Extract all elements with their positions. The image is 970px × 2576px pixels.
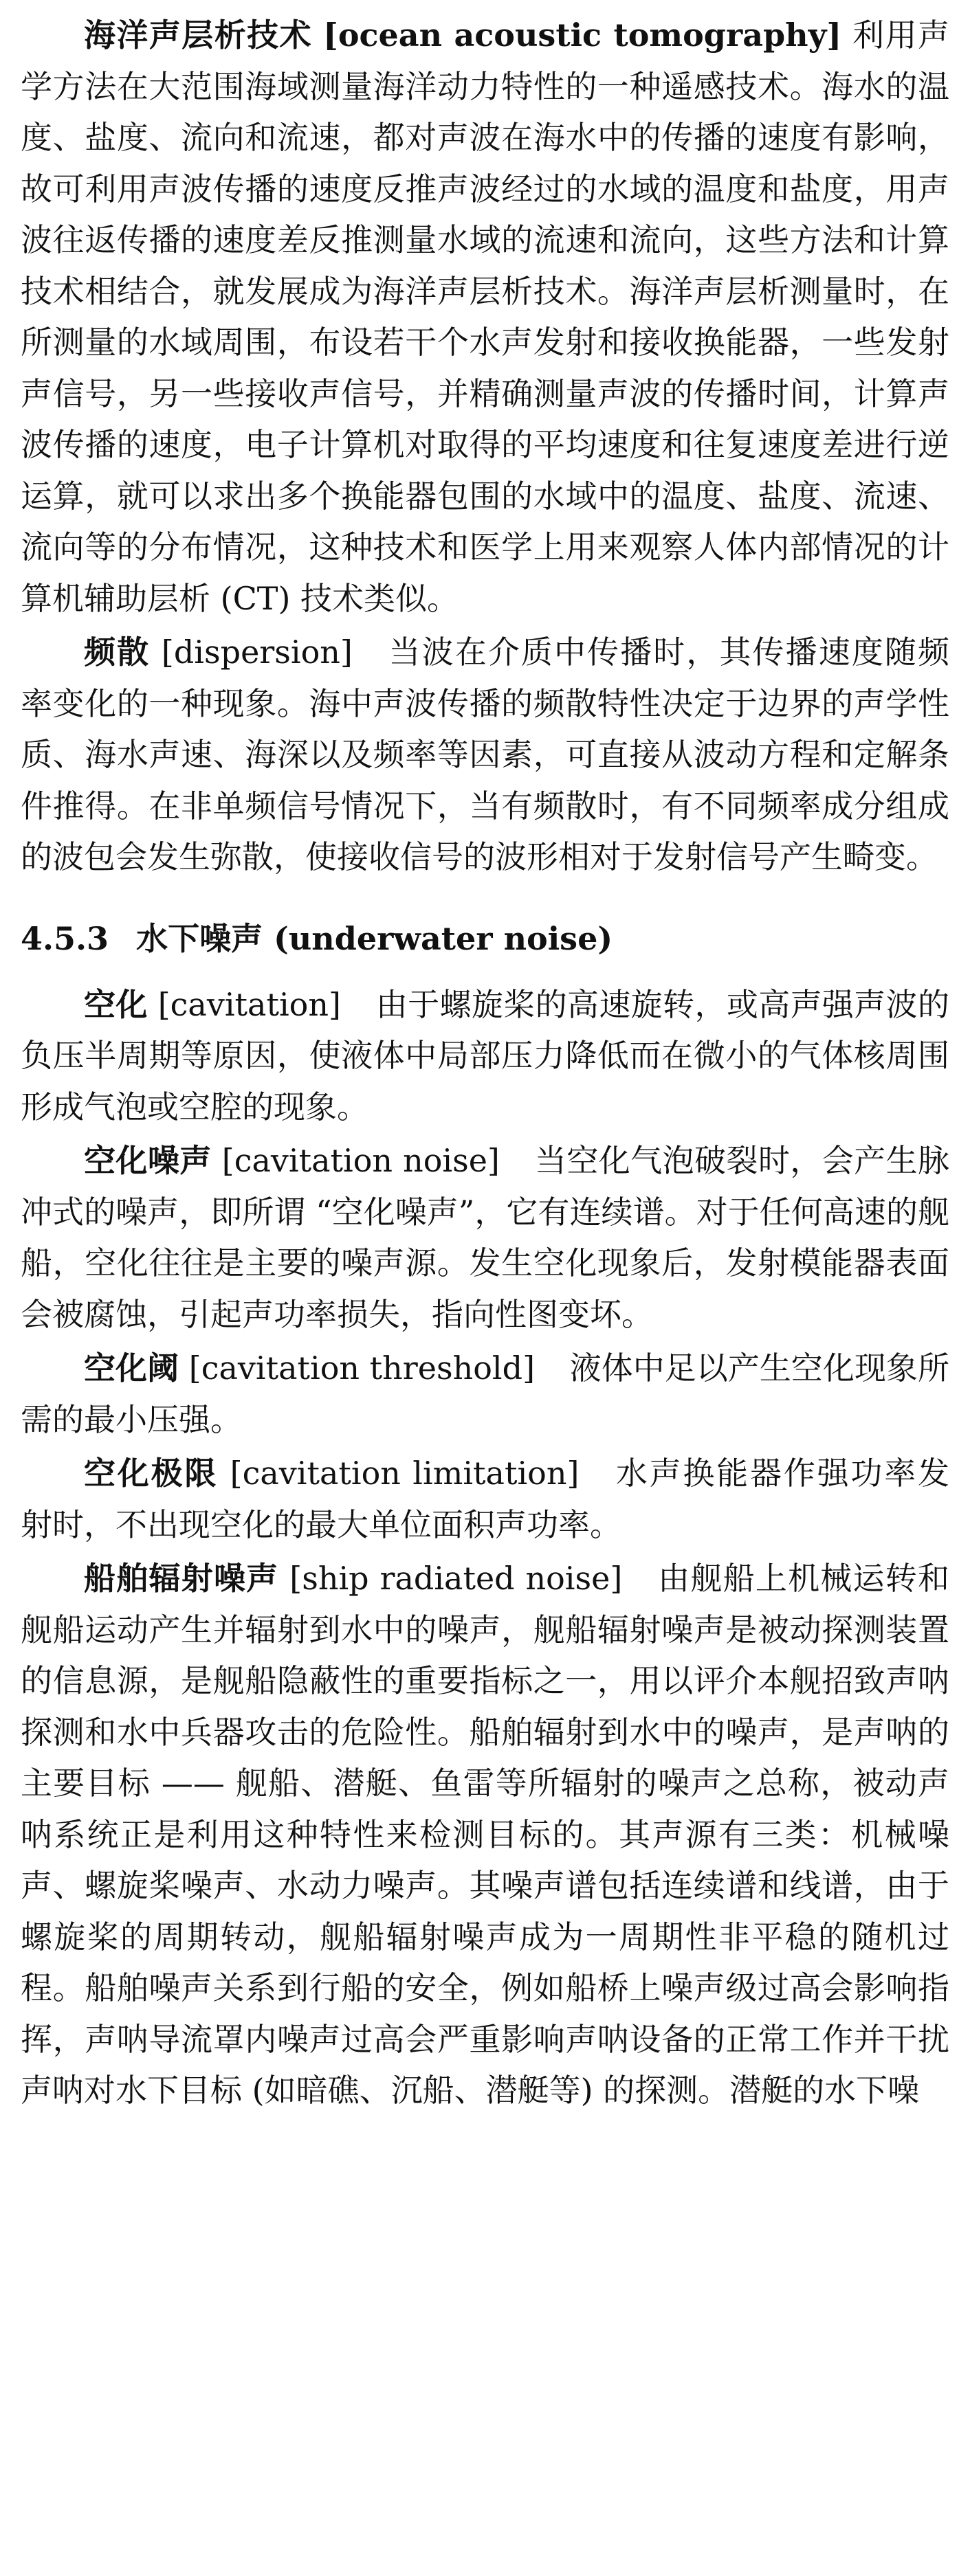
entry-english-term: [cavitation noise] <box>221 1142 500 1179</box>
entry-body: 由于螺旋桨的高速旋转，或高声强声波的负压半周期等原因，使液体中局部压力降低而在微小的气体核周围形成气泡或空腔的现象。 <box>21 985 950 1125</box>
entry-body: 利用声学方法在大范围海域测量海洋动力特性的一种遥感技术。海水的温度、盐度、流向和流速，都对声波在海水中的传播的速度有影响，故可利用声波传播的速度反推声波经过的水域的温度和盐度，用声波往返传播的速度差反推测量水域的流速和流向，这些方法和计算技术相结合，就发展成为海洋声层析技术。海洋声层析测量时，在所测量的水域周围，布设若干个水声发射和接收换能器，一些发射声信号，另一些接收声信号，并精确测量声波的传播时间，计算声波传播的速度，电子计算机对取得的平均速度和往复速度差进行逆运算，就可以求出多个换能器包围的水域中的温度、盐度、流速、流向等的分布情况，这种技术和医学上用来观察人体内部情况的计算机辅助层析 (CT) 技术类似。 <box>21 16 950 617</box>
entry-english-term: [ocean acoustic tomography] <box>323 16 842 54</box>
section-heading <box>21 913 949 964</box>
entry-body: 由舰船上机械运转和舰船运动产生并辐射到水中的噪声，舰船辐射噪声是被动探测装置的信息源，是舰船隐蔽性的重要指标之一，用以评介本舰招致声呐探测和水中兵器攻击的危险性。船舶辐射到水中的噪声，是声呐的主要目标 —— 舰船、潜艇、鱼雷等所辐射的噪声之总称，被动声呐系统正是利用这种特性来检测目标的。其声源有三类：机械噪声、螺旋桨噪声、水动力噪声。其噪声谱包括连续谱和线谱，由于螺旋桨的周期转动，舰船辐射噪声成为一周期性非平稳的随机过程。船舶噪声关系到行船的安全，例如船桥上噪声级过高会影响指挥，声呐导流罩内噪声过高会严重影响声呐设备的正常工作并干扰声呐对水下目标 (如暗礁、沉船、潜艇等) 的探测。潜艇的水下噪 <box>21 1560 950 2109</box>
entry-english-term: [dispersion] <box>161 634 353 671</box>
entry-english-term: [cavitation] <box>157 985 341 1023</box>
entry-ocean-acoustic-tomography <box>21 10 949 624</box>
entry-term: 空化阈 <box>84 1349 179 1387</box>
entry-term: 空化 <box>84 985 148 1023</box>
entry-term: 空化噪声 <box>84 1142 212 1179</box>
entry-cavitation-noise <box>21 1135 949 1340</box>
entry-body: 当波在介质中传播时，其传播速度随频率变化的一种现象。海中声波传播的频散特性决定于边界的声学性质、海水声速、海深以及频率等因素，可直接从波动方程和定解条件推得。在非单频信号情况下，当有频散时，有不同频率成分组成的波包会发生弥散，使接收信号的波形相对于发射信号产生畸变。 <box>21 634 950 875</box>
section-title: 水下噪声 (underwater noise) <box>136 919 613 957</box>
entry-cavitation-threshold <box>21 1343 949 1445</box>
entry-term: 船舶辐射噪声 <box>84 1560 279 1597</box>
entry-english-term: [ship radiated noise] <box>289 1560 623 1597</box>
section-number: 4.5.3 <box>21 919 109 957</box>
entry-term: 频散 <box>84 634 151 671</box>
entry-term: 空化极限 <box>84 1455 219 1492</box>
entry-body: 液体中足以产生空化现象所需的最小压强。 <box>21 1349 949 1438</box>
entry-english-term: [cavitation threshold] <box>188 1349 536 1387</box>
entry-term: 海洋声层析技术 <box>84 16 313 54</box>
entry-cavitation-limitation <box>21 1448 949 1550</box>
entry-english-term: [cavitation limitation] <box>230 1455 580 1492</box>
entry-cavitation <box>21 979 949 1133</box>
entry-body: 水声换能器作强功率发射时，不出现空化的最大单位面积声功率。 <box>21 1455 950 1543</box>
entry-dispersion <box>21 627 949 883</box>
entry-body: 当空化气泡破裂时，会产生脉冲式的噪声，即所谓 “空化噪声”，它有连续谱。对于任何高速的舰船，空化往往是主要的噪声源。发生空化现象后，发射模能器表面会被腐蚀，引起声功率损失，指向性图变坏。 <box>21 1142 950 1333</box>
entry-ship-radiated-noise <box>21 1553 949 2116</box>
